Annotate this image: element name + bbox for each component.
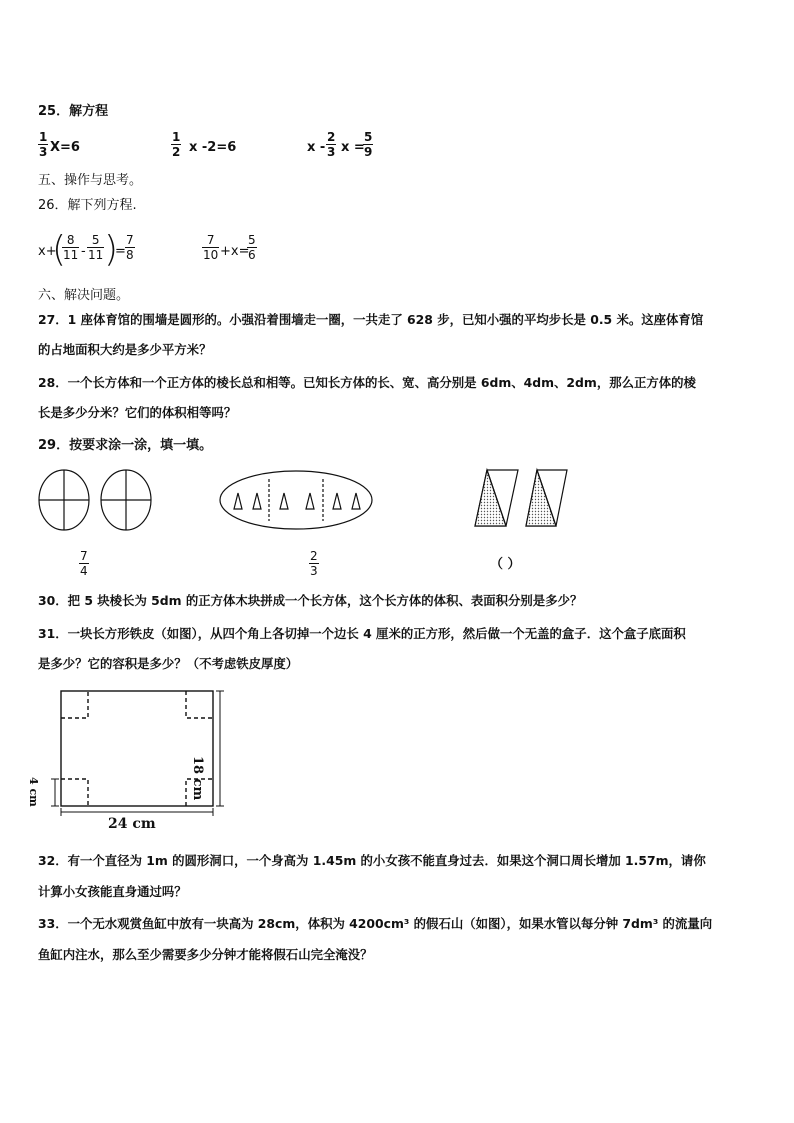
- denominator: 2: [172, 145, 181, 159]
- q31-line-2: 是多少？它的容积是多少？（不考虑铁皮厚度）: [38, 656, 299, 671]
- circle-figure-2: [101, 470, 151, 530]
- denominator: 9: [364, 145, 373, 159]
- q29-answer-blank[interactable]: （ ）: [490, 557, 521, 572]
- q26-eq2-fraction-a: [202, 233, 219, 262]
- denominator: 3: [39, 145, 48, 159]
- q25-eq1-rest: X=6: [50, 140, 80, 155]
- section-5-heading: 五、操作与思考。: [38, 173, 143, 188]
- numerator: 1: [172, 130, 181, 144]
- q29-fraction-1: [79, 549, 89, 578]
- denominator: 4: [80, 564, 88, 578]
- denominator: 8: [126, 248, 134, 262]
- denominator: 3: [327, 145, 336, 159]
- numerator: 5: [248, 233, 256, 247]
- q26-eq1-fraction-c: [125, 233, 135, 262]
- numerator: 1: [39, 130, 48, 144]
- q33-line-1: 33．一个无水观赏鱼缸中放有一块高为 28cm，体积为 4200cm³ 的假石山（如图），如果水管以每分钟 7dm³ 的流量向: [38, 916, 713, 931]
- denominator: 10: [203, 248, 219, 262]
- q26-eq1-fraction-a: [62, 233, 79, 262]
- q25-eq1-fraction: [38, 130, 48, 159]
- q25-eq3-fraction-1: [326, 130, 336, 159]
- q25-eq2-rest: x -2=6: [189, 140, 237, 155]
- numerator: 8: [66, 233, 75, 247]
- q28-line-1: 28．一个长方体和一个正方体的棱长总和相等。已知长方体的长、宽、高分别是 6dm、4dm、2dm，那么正方体的棱: [38, 375, 696, 390]
- q25-eq2-fraction: [171, 130, 181, 159]
- numerator: 7: [126, 233, 134, 247]
- parallelogram-figure-1: [475, 470, 518, 526]
- q31-corner-label: 4 cm: [27, 777, 40, 807]
- q29-title: 29．按要求涂一涂，填一填。: [38, 438, 213, 453]
- circle-figure-1: [39, 470, 89, 530]
- numerator: 2: [327, 130, 336, 144]
- q32-line-2: 计算小女孩能直身通过吗？: [38, 884, 187, 899]
- numerator: 7: [206, 233, 215, 247]
- q26-eq1-fraction-b: [87, 233, 104, 262]
- section-6-heading: 六、解决问题。: [38, 288, 130, 303]
- numerator: 7: [80, 549, 88, 563]
- q32-line-1: 32．有一个直径为 1m 的圆形洞口，一个身高为 1.45m 的小女孩不能直身过去．如果这个洞口周长增加 1.57m，请你: [38, 853, 706, 868]
- q25-eq3-fraction-2: [363, 130, 373, 159]
- q25-eq3-mid: x =: [341, 140, 365, 155]
- parallelogram-figure-2: [526, 470, 567, 526]
- left-paren: (: [52, 229, 67, 270]
- q29-fraction-2: [309, 549, 319, 578]
- right-paren: ): [104, 229, 119, 270]
- denominator: 11: [88, 248, 104, 262]
- q26-eq2-plus: +x=: [220, 244, 250, 259]
- q33-line-2: 鱼缸内注水，那么至少需要多少分钟才能将假石山完全淹没？: [38, 947, 373, 962]
- q27-line-2: 的占地面积大约是多少平方米？: [38, 342, 212, 357]
- q25-title: 25．解方程: [38, 104, 109, 119]
- q31-width-label: 24 cm: [108, 816, 156, 832]
- q26-eq1-minus: -: [81, 244, 86, 259]
- oval-triangles-figure: [220, 471, 372, 529]
- q26-eq2-fraction-b: [247, 233, 257, 262]
- denominator: 3: [310, 564, 318, 578]
- q27-line-1: 27．1 座体育馆的围墙是圆形的。小强沿着围墙走一圈，一共走了 628 步，已知小强的平均步长是 0.5 米。这座体育馆: [38, 312, 704, 327]
- q26-eq1-equals: =: [115, 244, 126, 259]
- q28-line-2: 长是多少分米？它们的体积相等吗？: [38, 405, 237, 420]
- q31-height-label: 18 cm: [190, 756, 205, 801]
- q31-line-1: 31．一块长方形铁皮（如图），从四个角上各切掉一个边长 4 厘米的正方形，然后做一个无盖的盒子．这个盒子底面积: [38, 626, 686, 641]
- q26-title: 26．解下列方程.: [38, 198, 137, 213]
- numerator: 5: [91, 233, 100, 247]
- numerator: 5: [364, 130, 373, 144]
- numerator: 2: [310, 549, 318, 563]
- q26-eq1-lead: x+: [38, 244, 57, 259]
- denominator: 6: [248, 248, 256, 262]
- denominator: 11: [63, 248, 79, 262]
- q29-figures: [30, 465, 590, 535]
- q30-text: 30．把 5 块棱长为 5dm 的正方体木块拼成一个长方体，这个长方体的体积、表面积分别是多少？: [38, 593, 583, 608]
- q25-eq3-lead: x -: [307, 140, 326, 155]
